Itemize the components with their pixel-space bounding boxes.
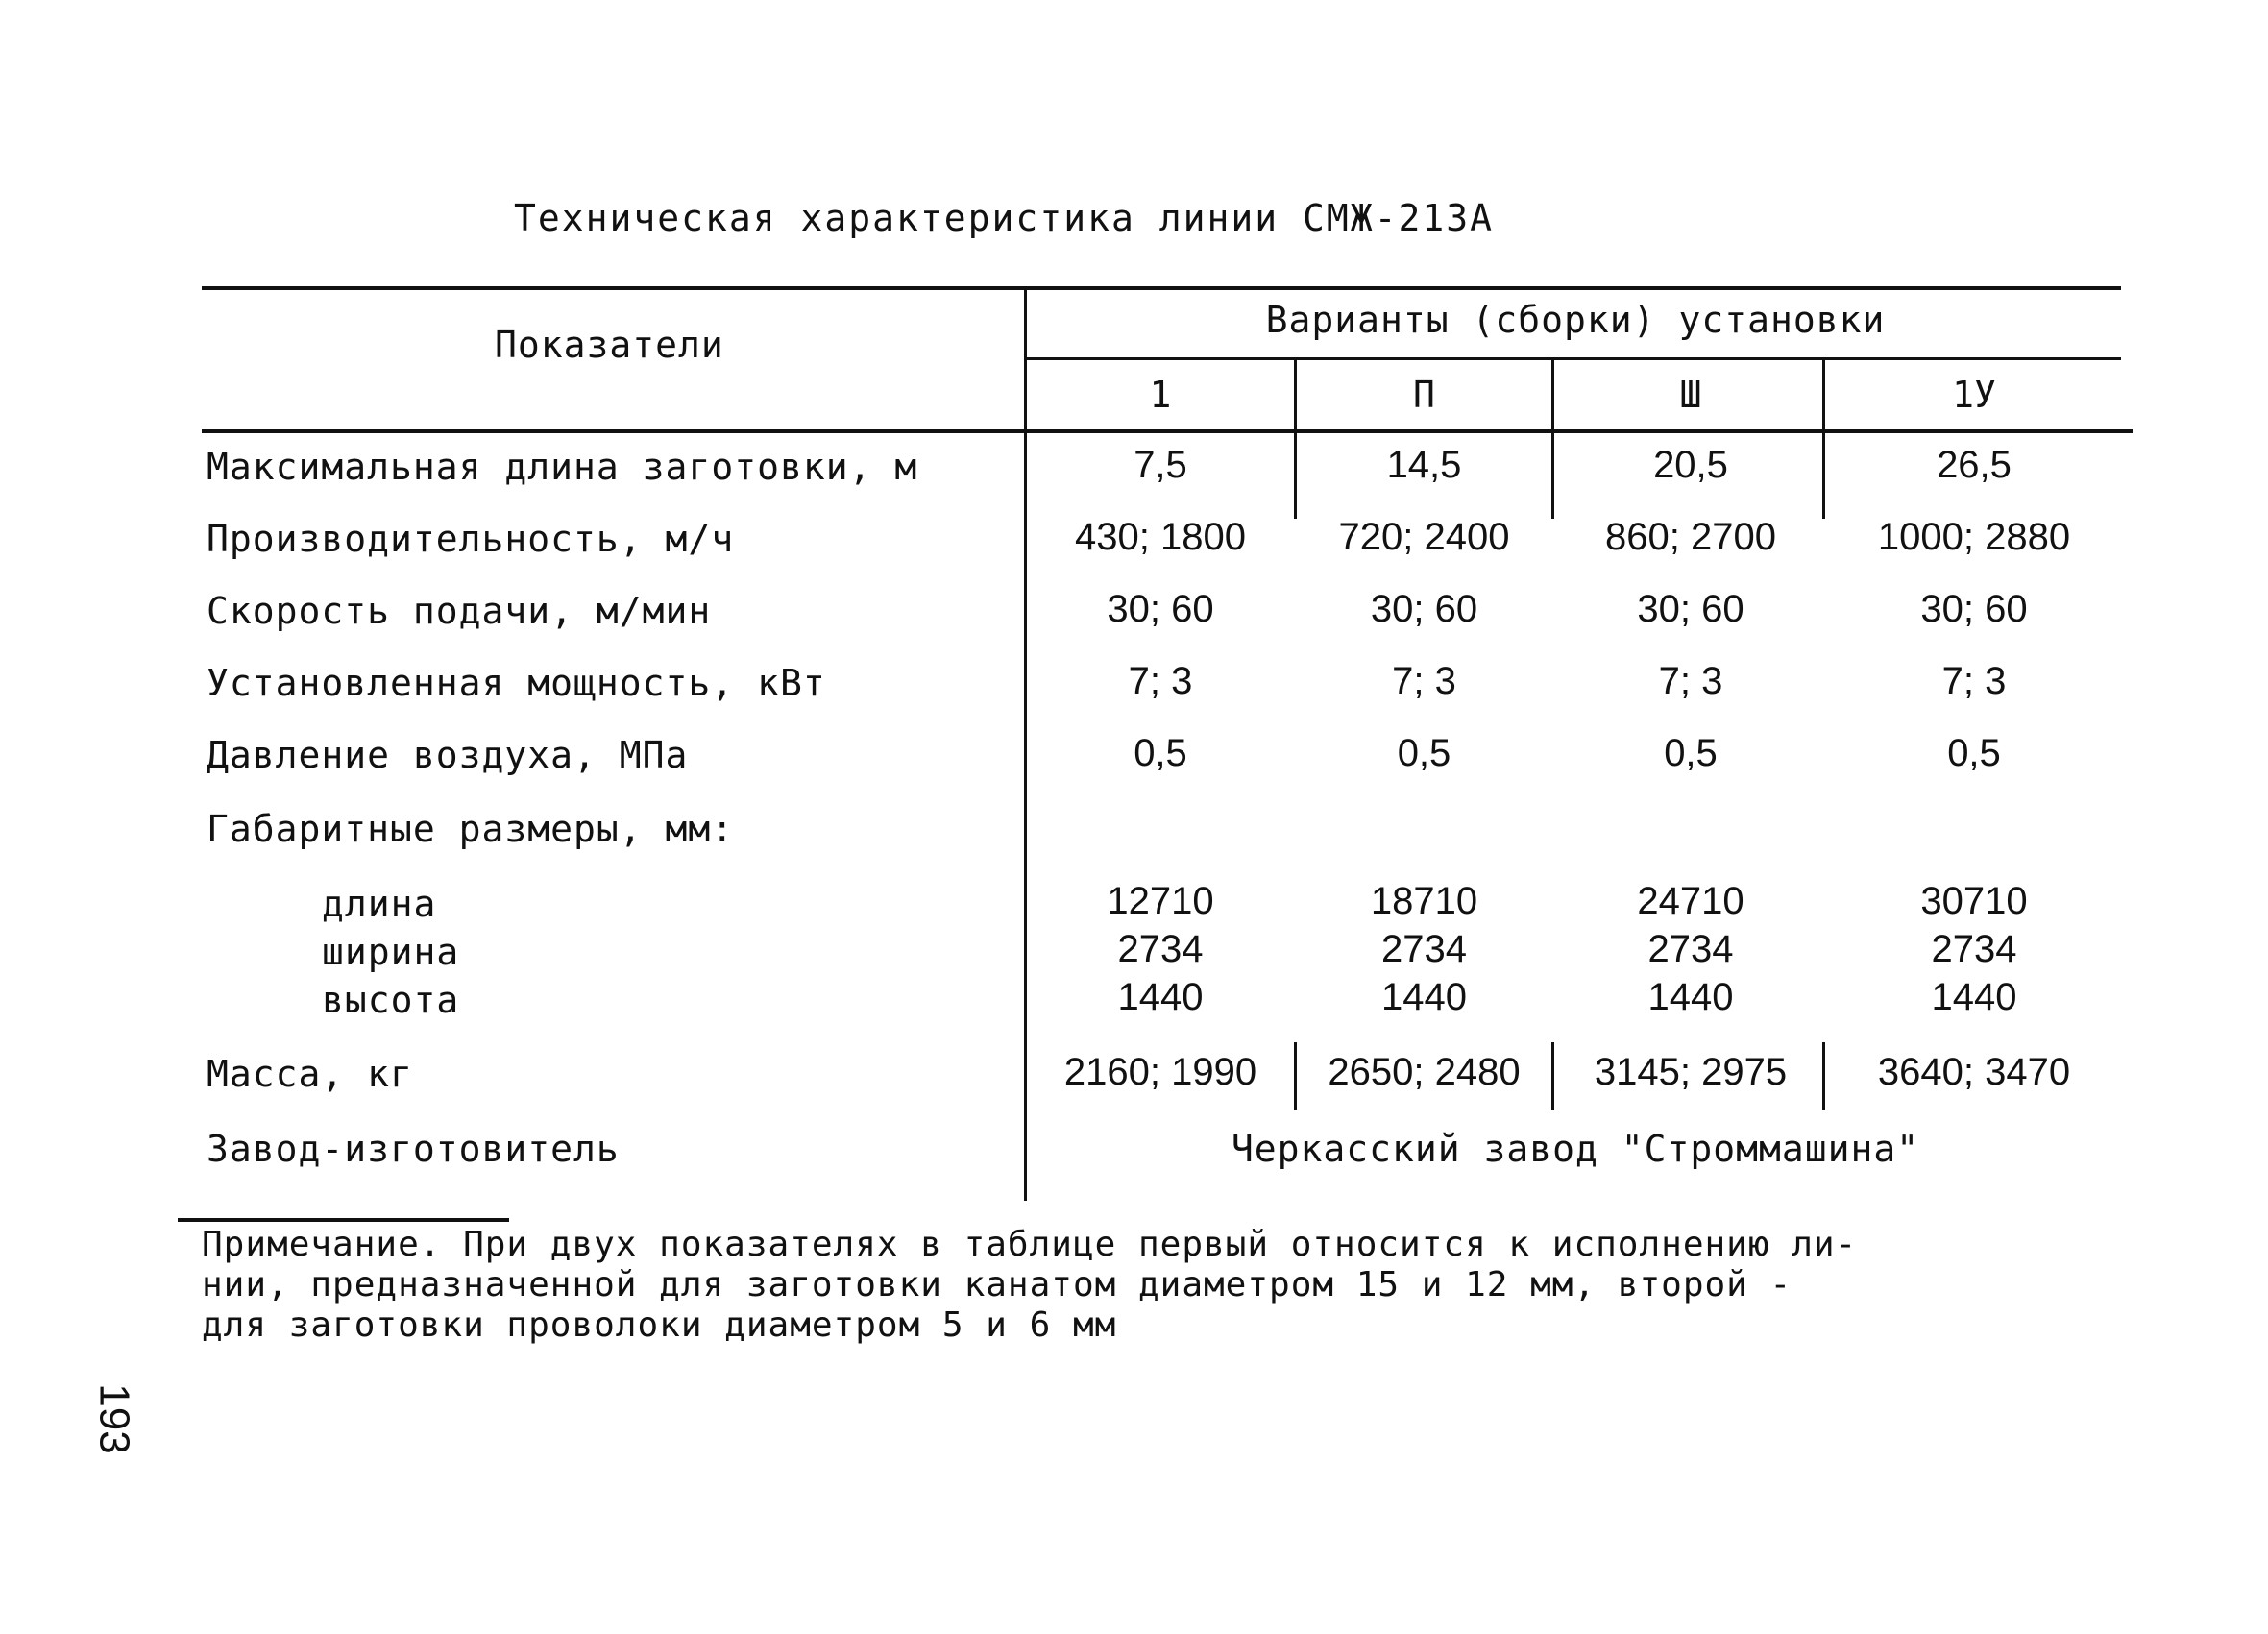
column-divider-2-top	[1551, 432, 1554, 519]
dimension-label: высота	[322, 979, 460, 1021]
dimension-value: 1440	[1117, 976, 1204, 1018]
dimension-value: 2734	[1931, 928, 2017, 970]
dimension-value: 2734	[1381, 928, 1467, 970]
header-variants: Варианты (сборки) установки	[1265, 299, 1886, 341]
dimension-value: 1440	[1381, 976, 1467, 1018]
row-value: 30; 60	[1637, 588, 1744, 630]
row-value: 7; 3	[1128, 660, 1193, 702]
row-value: 7,5	[1134, 444, 1187, 486]
variant-header: Ш	[1679, 374, 1702, 416]
row-value: 26,5	[1937, 444, 2012, 486]
row-label: Производительность, м/ч	[207, 518, 735, 560]
manufacturer-label: Завод-изготовитель	[207, 1128, 620, 1170]
column-divider-2-body	[1551, 1042, 1554, 1110]
dimensions-label: Габаритные размеры, мм:	[207, 808, 735, 850]
mass-label: Масса, кг	[207, 1053, 413, 1095]
note-line: Примечание. При двух показателях в таблице первый относится к исполнению ли-	[202, 1225, 1858, 1264]
dimension-value: 24710	[1637, 880, 1744, 922]
mass-value: 2160; 1990	[1063, 1051, 1257, 1093]
row-value: 7; 3	[1392, 660, 1456, 702]
row-value: 0,5	[1397, 732, 1451, 774]
row-label: Максимальная длина заготовки, м	[207, 446, 918, 488]
variant-header: 1	[1149, 374, 1172, 416]
note-line: для заготовки проволоки диаметром 5 и 6 мм	[202, 1305, 1117, 1345]
dimension-value: 2734	[1647, 928, 1734, 970]
variant-header: П	[1413, 374, 1435, 416]
row-label: Давление воздуха, МПа	[207, 734, 689, 776]
column-divider-2	[1551, 360, 1554, 432]
header-bottom-rule	[202, 429, 2133, 433]
row-value: 1000; 2880	[1877, 516, 2071, 558]
row-value: 20,5	[1653, 444, 1728, 486]
dimension-value: 2734	[1117, 928, 1204, 970]
row-label: Установленная мощность, кВт	[207, 662, 826, 704]
dimension-label: длина	[322, 883, 437, 925]
mass-value: 3640; 3470	[1877, 1051, 2071, 1093]
header-parameters: Показатели	[495, 324, 724, 366]
row-value: 0,5	[1947, 732, 2001, 774]
row-value: 0,5	[1134, 732, 1187, 774]
variants-header-rule	[1026, 357, 2121, 360]
table-title: Техническая характеристика линии СМЖ-213А	[514, 197, 1494, 239]
row-value: 7; 3	[1658, 660, 1723, 702]
dimension-value: 30710	[1920, 880, 2028, 922]
dimension-value: 1440	[1647, 976, 1734, 1018]
row-value: 14,5	[1386, 444, 1462, 486]
row-value: 860; 2700	[1605, 516, 1776, 558]
row-value: 430; 1800	[1075, 516, 1246, 558]
note-separator-rule	[178, 1218, 509, 1222]
row-value: 30; 60	[1370, 588, 1478, 630]
dimension-label: ширина	[322, 931, 460, 973]
dimension-value: 1440	[1931, 976, 2017, 1018]
note-line: нии, предназначенной для заготовки канатом диаметром 15 и 12 мм, второй -	[202, 1265, 1792, 1305]
dimension-value: 18710	[1370, 880, 1478, 922]
row-value: 720; 2400	[1338, 516, 1510, 558]
row-value: 30; 60	[1920, 588, 2028, 630]
mass-value: 3145; 2975	[1594, 1051, 1788, 1093]
table-top-rule	[202, 286, 2121, 290]
table-note	[202, 1225, 2085, 1346]
variant-header: 1У	[1952, 374, 1996, 416]
manufacturer-value: Черкасский завод "Строммашина"	[1231, 1128, 1920, 1170]
mass-value: 2650; 2480	[1328, 1051, 1521, 1093]
row-label: Скорость подачи, м/мин	[207, 590, 712, 632]
row-value: 30; 60	[1107, 588, 1214, 630]
row-value: 0,5	[1664, 732, 1718, 774]
dimension-value: 12710	[1107, 880, 1214, 922]
page-number: 193	[90, 1383, 138, 1454]
row-value: 7; 3	[1941, 660, 2007, 702]
